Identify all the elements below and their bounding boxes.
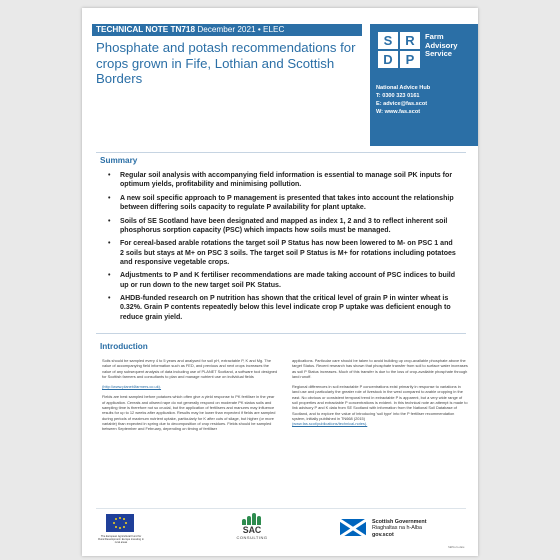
sac-subtitle: CONSULTING	[236, 535, 268, 540]
logo-letter-d: D	[378, 51, 398, 68]
note-date-tag: December 2021 • ELEC	[197, 25, 285, 34]
summary-point: • AHDB-funded research on P nutrition has shown that the critical level of grain P in winter wheat is 0.32%. Grain P contents repeatedly below this level indicate crop P uptake was deficient enough to reduce grain yield.	[106, 294, 458, 322]
divider	[96, 152, 466, 153]
logo-letter-r: R	[400, 32, 420, 49]
summary-point: • A new soil specific approach to P management is presented that takes into account the relationship between differing soils capacity to regulate P availability for plant uptake.	[106, 194, 458, 212]
divider	[96, 508, 466, 509]
intro-paragraph: Fields are best sampled before potatoes which often give a yield response to PK fertiliser in the year of application. Cereals and oilseed rape do not generally respond on moderate PK status soils and sampling time is therefore not so crucial, but the application of fertilisers and manures may influence results for up to 12 weeks after application. Results may be lower than expected if fields are sampled during periods of maximum nutrient uptake, particularly for K after cuts of silage, but higher (or more variable) than expected in spring due to decomposition of crop residues. Fields should be sampled between September and February, depending on timing of fertiliser	[102, 394, 276, 432]
fas-name	[425, 33, 458, 59]
note-header-bar	[92, 24, 362, 36]
technical-note-page	[82, 8, 478, 556]
fas-name-line: Advisory	[425, 40, 458, 50]
intro-paragraph: applications. Particular care should be taken to avoid building up crop-available phosphate above the target Status. Recent research has shown that phosphate transfer from soil to surface water increases as soil P Status increases. Much of this transfer is due to the loss of crop-available phosphate through land runoff.	[292, 358, 468, 379]
summary-point: • Adjustments to P and K fertiliser recommendations are made taking account of PSC indices to build up or run down to the new target soil PK Status.	[106, 271, 458, 289]
logo-letter-p: P	[400, 51, 420, 68]
fas-panel	[370, 24, 478, 146]
sac-name: SAC	[242, 525, 262, 535]
contact-email[interactable]: E: advice@fas.scot	[376, 101, 428, 107]
summary-point: • For cereal-based arable rotations the target soil P Status has now been lowered to M- on PSC 1 and 2 soils but stays at M+ on PSC 3 soils. The target soil P Status is M+ for rotations including potatoes and responsive vegetable crops.	[106, 239, 458, 267]
intro-column-left	[102, 358, 278, 437]
gov-text	[372, 519, 427, 538]
sac-mark-icon	[241, 513, 263, 525]
saltire-flag-icon	[340, 519, 366, 536]
scottish-government-logo	[340, 517, 470, 541]
contact-block	[376, 84, 430, 116]
gov-name-gaelic: Riaghaltas na h-Alba	[372, 525, 423, 532]
eu-flag-icon	[106, 514, 134, 532]
eu-funding-text: The European Agricultural Fund for Rural Development: Europe investing in rural areas	[98, 535, 144, 545]
introduction-heading: Introduction	[100, 342, 148, 351]
summary-heading: Summary	[100, 156, 138, 165]
contact-hub: National Advice Hub	[376, 85, 431, 91]
srdp-logo	[378, 32, 422, 68]
planet-link[interactable]: (http://www.planet4farmers.co.uk).	[102, 384, 162, 390]
contact-phone[interactable]: T: 0300 323 0161	[376, 93, 420, 99]
divider	[96, 333, 466, 334]
technical-notes-link[interactable]: (www.fas.scot/publications/technical-notes).	[292, 421, 368, 427]
note-label: TECHNICAL NOTE TN718	[96, 25, 196, 34]
footer-reference: SEPA-rio-date	[448, 546, 465, 549]
fas-name-line: Farm	[425, 32, 444, 41]
summary-point: • Regular soil analysis with accompanying field information is essential to manage soil PK inputs for optimum yields, profitability and minimising pollution.	[106, 171, 458, 189]
gov-name: Scottish Government	[372, 519, 427, 525]
page-title: Phosphate and potash recommendations for crops grown in Fife, Lothian and Scottish Borders	[96, 40, 356, 86]
logo-letter-s: S	[378, 32, 398, 49]
contact-website[interactable]: W: www.fas.scot	[376, 109, 421, 115]
intro-paragraph: Regional differences in soil extractable P concentrations exist primarily in response to variations in land use and particularly the greater role of livestock in the west compared to arable cropping in the east. No obvious or consistent temporal trend in extractable P is apparent, but a very wide range of soil properties and extractable P concentrations is evident. In this technical note an attempt is made to link advisory P and K data from SE Scotland with information from the National Soil Database of Scotland, and to explore the value of introducing 'soil type' into the P fertiliser recommendation system, initially published in TN668 (2015)	[292, 384, 468, 421]
summary-list	[106, 171, 458, 326]
sac-logo	[228, 513, 276, 540]
intro-paragraph: Soils should be sampled every 4 to 5 years and analysed for soil pH, extractable P, K and Mg. The value of accompanying field information such as FED, and previous and next crops increases the value of any subsequent analysis of data including use of PLANET Scotland, a software tool designed for Scottish farmers and consultants to plan and manage nutrient use on individual fields	[102, 358, 278, 379]
summary-point: • Soils of SE Scotland have been designated and mapped as index 1, 2 and 3 to reflect inherent soil phosphorus sorption capacity (PSC) which impacts how soils must be managed.	[106, 217, 458, 235]
gov-domain: gov.scot	[372, 531, 394, 538]
intro-column-right	[292, 358, 468, 432]
fas-name-line: Service	[425, 49, 453, 59]
